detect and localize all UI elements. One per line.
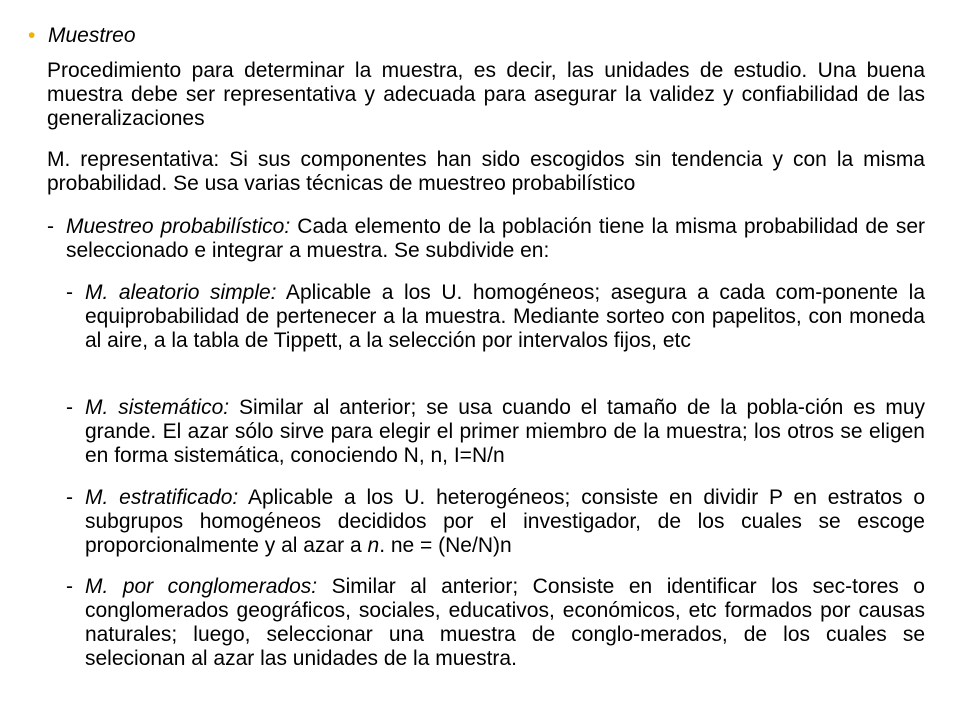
dash-marker: - <box>47 215 54 238</box>
item-text <box>85 486 925 558</box>
dash-marker: - <box>66 396 73 419</box>
sample-size-symbol: n <box>367 534 380 557</box>
item-term: M. sistemático: <box>85 396 230 419</box>
item-term: M. por conglomerados: <box>85 575 318 598</box>
item-term: Muestreo probabilístico: <box>66 215 291 238</box>
list-item-probabilistico <box>47 215 925 263</box>
item-description: Similar al anterior; Consiste en identificar los sec-tores o conglomerados geográficos, sociales, educativos, económicos, etc formados por causas naturales; luego, seleccionar una muestra de conglo-merados, de los cuales se selecionan al azar las unidades de la muestra. <box>85 575 925 670</box>
dash-marker: - <box>66 281 73 304</box>
section-heading <box>28 24 136 48</box>
item-description: Aplicable a los U. homogéneos; asegura a cada com-ponente la equiprobabilidad de pertenecer a la muestra. Mediante sorteo con papelitos, con moneda al aire, a la tabla de Tippett, a la selección por intervalos fijos, etc <box>85 281 926 352</box>
heading-title: Muestreo <box>48 24 136 47</box>
dash-marker: - <box>66 486 73 509</box>
item-term: M. estratificado: <box>85 486 239 509</box>
item-description: Aplicable a los U. heterogéneos; consiste en dividir P en estratos o subgrupos homogéneos decididos por el investigador, de los cuales se escoge proporcionalmente y al azar a <box>85 486 925 557</box>
item-text <box>66 215 925 263</box>
dash-marker: - <box>66 575 73 598</box>
item-text <box>85 575 925 671</box>
item-text <box>85 396 925 468</box>
list-item-conglomerados <box>66 575 925 671</box>
item-description: Similar al anterior; se usa cuando el tamaño de la pobla-ción es muy grande. El azar sólo sirve para elegir el primer miembro de la muestra; los otros se eligen en forma sistemática, conociendo N, n, I=N/n <box>85 396 925 467</box>
item-text <box>85 281 925 353</box>
list-item-estratificado <box>66 486 925 558</box>
item-description: Cada elemento de la población tiene la misma probabilidad de ser seleccionado e integrar a muestra. Se subdivide en: <box>66 215 925 262</box>
list-item-sistematico <box>66 396 925 468</box>
stratified-formula: . ne = (Ne/N)n <box>379 534 512 557</box>
intro-paragraph: Procedimiento para determinar la muestra, es decir, las unidades de estudio. Una buena muestra debe ser representativa y adecuada para asegurar la validez y confiabilidad de las generalizaciones <box>47 59 925 130</box>
representativa-paragraph: M. representativa: Si sus componentes han sido escogidos sin tendencia y con la misma probabilidad. Se usa varias técnicas de muestreo probabilístico <box>47 148 925 195</box>
item-term: M. aleatorio simple: <box>85 281 277 304</box>
bullet-icon: • <box>28 24 36 47</box>
list-item-aleatorio-simple <box>66 281 925 353</box>
